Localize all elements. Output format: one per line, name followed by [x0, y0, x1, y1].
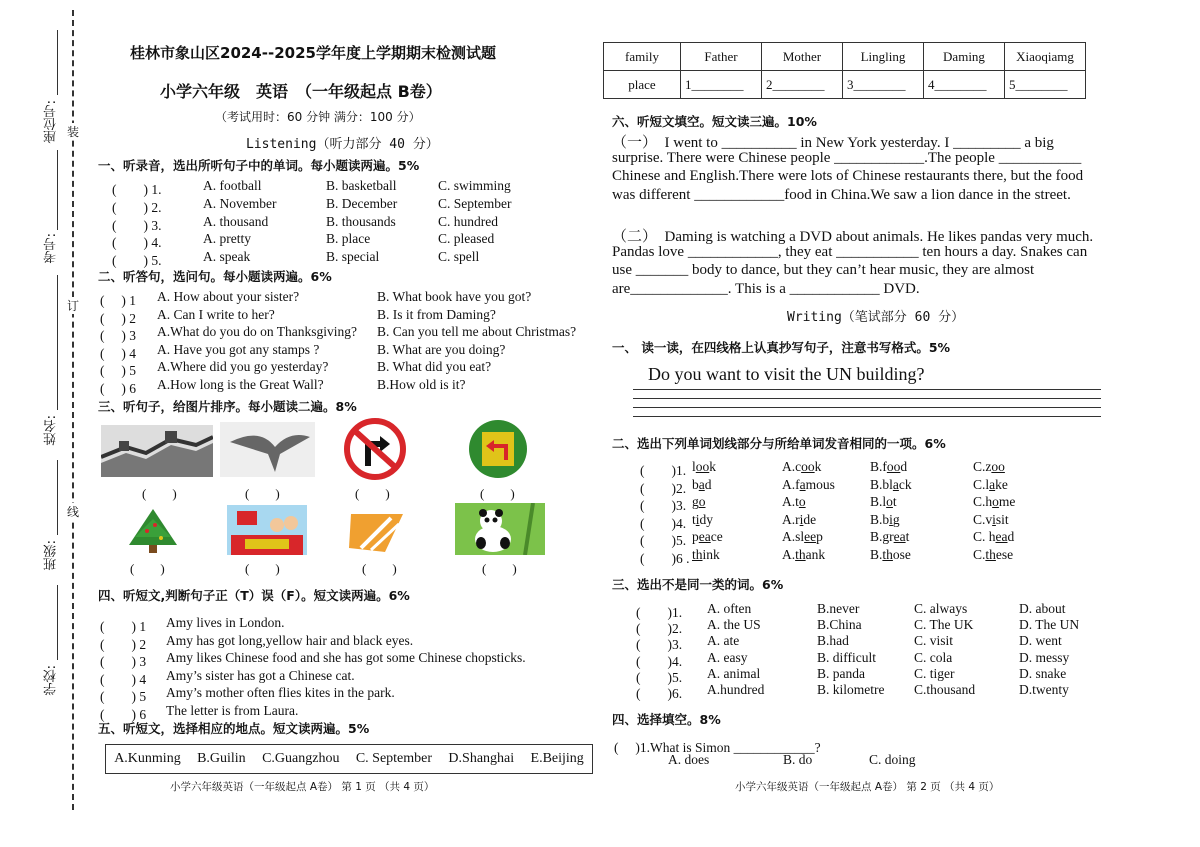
- four-line-2: [633, 398, 1101, 399]
- answer-bracket[interactable]: ( )4.: [640, 515, 687, 531]
- answer-bracket[interactable]: ( ) 5: [100, 363, 136, 379]
- w4-option-a[interactable]: A. does: [668, 752, 710, 767]
- answer-bracket[interactable]: ( ) 4.: [112, 235, 162, 251]
- word-part: C.v: [973, 511, 993, 527]
- option-b[interactable]: [870, 512, 900, 528]
- word-part: oo: [801, 459, 815, 474]
- w4-title: 四、选择填空。8%: [612, 712, 721, 727]
- answer-bracket[interactable]: ( )5.: [640, 533, 687, 549]
- picture-7-bracket[interactable]: ( ): [362, 561, 397, 576]
- word-part: dy: [699, 511, 714, 527]
- option-c[interactable]: C. September: [438, 195, 512, 211]
- word-part: A.t: [782, 494, 799, 510]
- footer-left: 小学六年级英语（一年级起点 A卷） 第 1 页 （共 4 页）: [170, 781, 435, 793]
- exam-info: （考试用时：60 分钟 满分：100 分）: [215, 110, 421, 124]
- answer-bracket[interactable]: ( ) 1: [100, 293, 136, 308]
- answer-bracket[interactable]: ( ) 2: [100, 636, 147, 652]
- w4-option-b[interactable]: B. do: [783, 752, 813, 767]
- option-a[interactable]: [782, 459, 821, 475]
- picture-5-bracket[interactable]: ( ): [130, 561, 165, 576]
- word-part: i: [695, 511, 700, 527]
- option-b[interactable]: [870, 459, 907, 475]
- word-part: p: [692, 529, 699, 545]
- word-part: g: [692, 494, 699, 510]
- option-a[interactable]: A. pretty: [203, 231, 251, 247]
- word-part: d: [1007, 529, 1015, 545]
- word-part: t: [892, 494, 897, 510]
- w1-title: 一、 读一读，在四线格上认真抄写句子，注意书写格式。5%: [612, 340, 951, 355]
- name-line: [57, 275, 58, 410]
- word-part: th: [985, 547, 996, 562]
- word-part: ink: [702, 547, 720, 562]
- place-option: D.Shanghai: [448, 751, 515, 766]
- s4-title: 四、听短文,判断句子正（T）误（F）。短文读两遍。6%: [98, 588, 410, 603]
- name-label: 姓名:: [44, 415, 59, 446]
- binding-zhuang: 装: [67, 125, 80, 139]
- answer-bracket[interactable]: ( ) 4: [100, 671, 147, 687]
- option-a[interactable]: A. football: [203, 178, 262, 193]
- word-part: C. h: [973, 529, 996, 545]
- word-part: A.sl: [782, 529, 805, 545]
- place-option: C.Guangzhou: [262, 751, 340, 766]
- word-part: ke: [995, 476, 1008, 492]
- option-c[interactable]: [973, 477, 1008, 493]
- option-d[interactable]: D. snake: [1019, 665, 1067, 681]
- seat-label: 座位号:: [44, 100, 59, 144]
- word-part: g: [892, 511, 900, 527]
- table-header-cell: Mother: [762, 43, 843, 71]
- word-part: B.: [870, 547, 883, 562]
- no-right-turn-sign: [338, 418, 412, 480]
- seat-line: [57, 30, 58, 95]
- word-part: ck: [898, 476, 912, 492]
- option-b[interactable]: B.China: [817, 617, 862, 633]
- four-line-1: [633, 389, 1101, 390]
- passage-line: （二） Daming is watching a DVD about animals. He likes pandas very much.: [612, 229, 1094, 245]
- table-cell[interactable]: 1________: [681, 71, 762, 99]
- answer-bracket[interactable]: ( ) 5: [100, 689, 147, 705]
- word-part: ank: [805, 547, 826, 562]
- class-label: 班级:: [44, 540, 59, 571]
- answer-bracket[interactable]: ( ) 3: [100, 654, 147, 670]
- given-word: [692, 529, 723, 545]
- passage-line: Pandas love ____________, they eat ___________ ten hours a day. Snakes can: [612, 243, 1088, 260]
- answer-bracket[interactable]: ( ) 1: [100, 619, 147, 634]
- statement-text: Amy likes Chinese food and she has got some Chinese chopsticks.: [166, 650, 526, 666]
- option-b[interactable]: [870, 529, 909, 545]
- place-option: E.Beijing: [530, 751, 584, 766]
- option-a[interactable]: A. November: [203, 195, 277, 211]
- word-part: th: [795, 547, 806, 562]
- answer-bracket[interactable]: ( )1.: [640, 463, 687, 478]
- option-d[interactable]: D. The UN: [1019, 617, 1080, 633]
- answer-bracket[interactable]: ( )6.: [636, 686, 683, 701]
- answer-bracket[interactable]: ( ) 1.: [112, 182, 162, 197]
- option-b[interactable]: B. Is it from Daming?: [377, 306, 496, 322]
- passage-line: （一） I went to __________ in New York yesterday. I _________ a big: [612, 135, 1054, 151]
- word-part: a: [892, 476, 899, 492]
- option-b[interactable]: [870, 494, 897, 510]
- option-b[interactable]: B. What are you doing?: [377, 341, 506, 357]
- table-header-cell: Daming: [924, 43, 1005, 71]
- option-c[interactable]: C. hundred: [438, 213, 498, 229]
- option-a[interactable]: A. Have you got any stamps ?: [157, 341, 320, 357]
- option-a[interactable]: A. How about your sister?: [157, 289, 300, 304]
- table-cell[interactable]: 5________: [1005, 71, 1086, 99]
- given-word: [692, 477, 712, 493]
- word-part: oo: [886, 459, 901, 474]
- answer-bracket[interactable]: ( )6 .: [640, 551, 690, 566]
- word-part: ose: [892, 547, 911, 562]
- picture-4-bracket[interactable]: ( ): [480, 486, 515, 501]
- given-word: [692, 494, 706, 510]
- answer-bracket[interactable]: ( ) 2.: [112, 199, 162, 215]
- word-part: A.c: [782, 459, 802, 474]
- answer-bracket[interactable]: ( ) 5.: [112, 253, 162, 269]
- word-part: B.gr: [870, 529, 894, 545]
- option-c[interactable]: [973, 547, 1013, 563]
- passage-line: Chinese and English.There were lots of Chinese restaurants there, but the food: [612, 168, 1084, 184]
- passage-line: surprise. There were Chinese people ____________.The people ___________: [612, 149, 1082, 166]
- w3-title: 三、选出不是同一类的词。6%: [612, 577, 784, 592]
- option-b[interactable]: B. panda: [817, 665, 865, 681]
- option-c[interactable]: C. visit: [914, 633, 954, 649]
- word-part: B.bl: [870, 476, 893, 492]
- word-part: o: [992, 494, 999, 510]
- word-part: B.l: [870, 494, 887, 510]
- statement-text: Amy has got long,yellow hair and black eyes.: [166, 632, 414, 648]
- option-b[interactable]: B. What did you eat?: [377, 359, 492, 375]
- word-part: th: [692, 547, 703, 562]
- picture-1-bracket[interactable]: ( ): [142, 486, 177, 501]
- national-day-picture: [227, 505, 307, 555]
- option-a[interactable]: [782, 529, 823, 545]
- word-part: a: [989, 476, 996, 492]
- option-c[interactable]: [973, 459, 1005, 475]
- word-part: i: [799, 511, 804, 527]
- word-part: i: [992, 511, 996, 527]
- w4-option-c[interactable]: C. doing: [869, 752, 916, 767]
- answer-bracket[interactable]: ( )2.: [640, 480, 687, 496]
- table-header-row: [604, 43, 1086, 71]
- table-cell[interactable]: 3________: [843, 71, 924, 99]
- exam-subtitle: 小学六年级 英语 （一年级起点 B卷）: [160, 82, 442, 101]
- option-a[interactable]: [782, 477, 835, 493]
- option-c[interactable]: C. pleased: [438, 231, 495, 247]
- statement-text: The letter is from Laura.: [166, 703, 299, 718]
- table-cell: place: [604, 71, 681, 99]
- option-b[interactable]: B. December: [326, 195, 398, 211]
- option-a[interactable]: [782, 494, 806, 510]
- option-b[interactable]: B. kilometre: [817, 682, 885, 697]
- option-c[interactable]: [973, 512, 1009, 528]
- word-part: l: [692, 459, 696, 474]
- class-line: [57, 460, 58, 535]
- option-c[interactable]: C. tiger: [914, 665, 955, 681]
- option-b[interactable]: B.never: [817, 601, 860, 616]
- option-c[interactable]: [973, 494, 1015, 510]
- panda-picture: [455, 503, 545, 555]
- given-word: [692, 547, 720, 563]
- word-part: C.z: [973, 459, 992, 474]
- word-part: b: [692, 476, 699, 492]
- answer-bracket[interactable]: ( ) 3: [100, 328, 136, 344]
- word-part: A.f: [782, 476, 800, 492]
- option-a[interactable]: A.How long is the Great Wall?: [157, 377, 324, 392]
- w2-title: 二、选出下列单词划线部分与所给单词发音相同的一项。6%: [612, 436, 946, 451]
- word-part: A.r: [782, 511, 800, 527]
- option-c[interactable]: C. cola: [914, 649, 953, 665]
- option-a[interactable]: A. ate: [707, 633, 740, 649]
- option-a[interactable]: A. speak: [203, 249, 251, 265]
- word-part: a: [698, 476, 705, 492]
- word-part: k: [814, 459, 822, 474]
- option-b[interactable]: B. thousands: [326, 213, 396, 229]
- binding-xian: 线: [67, 505, 80, 519]
- option-b[interactable]: B.How old is it?: [377, 377, 466, 392]
- s5-title: 五、听短文，选择相应的地点。短文读两遍。5%: [98, 721, 370, 736]
- option-d[interactable]: D. messy: [1019, 649, 1070, 665]
- school-line: [57, 585, 58, 660]
- option-a[interactable]: A. often: [707, 601, 752, 616]
- four-line-3: [633, 407, 1101, 408]
- answer-bracket[interactable]: ( )3.: [636, 637, 683, 653]
- option-c[interactable]: C. swimming: [438, 178, 511, 193]
- option-a[interactable]: A.hundred: [707, 682, 765, 697]
- word-part: ce: [710, 529, 723, 545]
- passage-line: are_____________. This is a ____________ DVD.: [612, 280, 920, 297]
- table-header-cell: Father: [681, 43, 762, 71]
- option-d[interactable]: D. went: [1019, 633, 1062, 649]
- place-option: C. September: [355, 751, 433, 766]
- table-cell[interactable]: 4________: [924, 71, 1005, 99]
- picture-8-bracket[interactable]: ( ): [482, 561, 517, 576]
- word-part: ea: [698, 529, 711, 545]
- word-part: o: [698, 494, 706, 510]
- option-b[interactable]: B. place: [326, 231, 371, 247]
- table-row: [604, 71, 1086, 99]
- family-place-table: [603, 42, 1086, 99]
- word-part: o: [798, 494, 806, 510]
- word-part: C.l: [973, 476, 990, 492]
- word-part: sit: [995, 511, 1009, 527]
- answer-bracket[interactable]: ( ) 4: [100, 345, 136, 361]
- option-a[interactable]: A. thousand: [203, 213, 269, 229]
- turn-left-sign: [462, 418, 534, 480]
- statement-text: Amy lives in London.: [166, 615, 285, 630]
- word-part: a: [799, 476, 806, 492]
- option-d[interactable]: D. about: [1019, 601, 1066, 616]
- statement-text: Amy’s mother often flies kites in the park.: [166, 685, 395, 701]
- option-b[interactable]: B. difficult: [817, 649, 876, 665]
- option-b[interactable]: B. basketball: [326, 178, 397, 193]
- w4-question: ( )1.What is Simon ____________?: [614, 740, 821, 755]
- option-a[interactable]: A.Where did you go yesterday?: [157, 359, 329, 375]
- passage-line: was different ____________food in China.We saw a lion dance in the street.: [612, 186, 1071, 203]
- word-part: A.: [782, 547, 796, 562]
- answer-bracket[interactable]: ( )4.: [636, 653, 683, 669]
- table-header-cell: family: [604, 43, 681, 71]
- option-b[interactable]: B. What book have you got?: [377, 289, 532, 304]
- answer-bracket[interactable]: ( ) 6: [100, 381, 136, 396]
- option-a[interactable]: A. the US: [707, 617, 761, 633]
- exam-no-label: 考号:: [44, 233, 59, 264]
- option-b[interactable]: B. special: [326, 249, 380, 265]
- answer-bracket[interactable]: ( ) 2: [100, 310, 136, 326]
- option-a[interactable]: A.What do you do on Thanksgiving?: [157, 324, 357, 340]
- binding-ding: 订: [67, 299, 80, 313]
- option-a[interactable]: A. easy: [707, 649, 748, 665]
- option-a[interactable]: A. Can I write to her?: [157, 306, 275, 322]
- answer-bracket[interactable]: ( ) 6: [100, 707, 147, 722]
- option-a[interactable]: [782, 547, 825, 563]
- bird-picture: [220, 422, 315, 477]
- word-part: B.b: [870, 511, 890, 527]
- s6-title: 六、听短文填空。短文读三遍。10%: [612, 114, 817, 129]
- place-option: A.Kunming: [114, 751, 181, 766]
- writing-heading: Writing（笔试部分 60 分）: [787, 310, 965, 325]
- copy-sentence: Do you want to visit the UN building?: [648, 364, 925, 384]
- word-part: C.h: [973, 494, 993, 510]
- table-header-cell: Xiaoqiamg: [1005, 43, 1086, 71]
- option-b[interactable]: [870, 477, 912, 493]
- place-options-box: [105, 744, 593, 774]
- s2-title: 二、听答句，选问句。每小题读两遍。6%: [98, 269, 332, 284]
- word-part: oo: [695, 459, 710, 474]
- word-part: C.: [973, 547, 986, 562]
- word-part: t: [905, 529, 910, 545]
- answer-bracket[interactable]: ( )1.: [636, 605, 683, 620]
- given-word: [692, 459, 716, 475]
- exam-title: 桂林市象山区2024--2025学年度上学期期末检测试题: [130, 44, 496, 62]
- great-wall-picture: [101, 425, 213, 477]
- place-option: B.Guilin: [197, 751, 246, 766]
- footer-right: 小学六年级英语（一年级起点 A卷） 第 2 页 （共 4 页）: [735, 781, 1000, 793]
- knife-fork-picture: [345, 508, 409, 556]
- word-part: ese: [995, 547, 1014, 562]
- answer-bracket[interactable]: ( ) 3.: [112, 217, 162, 233]
- option-a[interactable]: A. animal: [707, 665, 761, 681]
- passage-line: use _______ body to dance, but they can’t hear music, they are almost: [612, 262, 1035, 278]
- christmas-tree-picture: [117, 505, 189, 555]
- word-part: B.f: [870, 459, 887, 474]
- four-line-4: [633, 416, 1101, 417]
- picture-6-bracket[interactable]: ( ): [245, 561, 280, 576]
- table-header-cell: Lingling: [843, 43, 924, 71]
- word-part: i: [889, 511, 893, 527]
- word-part: ee: [804, 529, 817, 545]
- option-c[interactable]: C. spell: [438, 249, 480, 265]
- word-part: me: [998, 494, 1016, 510]
- option-b[interactable]: B.had: [817, 633, 849, 649]
- s1-title: 一、听录音，选出所听句子中的单词。每小题读两遍。5%: [98, 158, 420, 173]
- word-part: o: [886, 494, 893, 510]
- option-c[interactable]: [973, 529, 1014, 545]
- option-c[interactable]: C. The UK: [914, 617, 974, 633]
- option-b[interactable]: B. Can you tell me about Christmas?: [377, 324, 577, 340]
- picture-2-bracket[interactable]: ( ): [245, 486, 280, 501]
- option-b[interactable]: [870, 547, 911, 563]
- word-part: d: [900, 459, 908, 474]
- answer-bracket[interactable]: ( )5.: [636, 669, 683, 685]
- exam-no-line: [57, 150, 58, 230]
- listening-heading: Listening（听力部分 40 分）: [246, 137, 439, 152]
- word-part: p: [816, 529, 823, 545]
- table-cell[interactable]: 2________: [762, 71, 843, 99]
- statement-text: Amy’s sister has got a Chinese cat.: [166, 667, 355, 683]
- picture-3-bracket[interactable]: ( ): [355, 486, 390, 501]
- word-part: th: [882, 547, 893, 562]
- word-part: d: [704, 476, 712, 492]
- answer-bracket[interactable]: ( )3.: [640, 498, 687, 514]
- word-part: ea: [893, 529, 906, 545]
- word-part: oo: [991, 459, 1005, 474]
- word-part: t: [692, 511, 696, 527]
- word-part: k: [709, 459, 717, 474]
- option-d[interactable]: D.twenty: [1019, 682, 1069, 697]
- given-word: [692, 512, 713, 528]
- word-part: mous: [805, 476, 835, 492]
- option-a[interactable]: [782, 512, 816, 528]
- s3-title: 三、听句子，给图片排序。每小题读二遍。8%: [98, 399, 357, 414]
- answer-bracket[interactable]: ( )2.: [636, 621, 683, 637]
- school-label: 学校:: [44, 665, 59, 696]
- word-part: ea: [995, 529, 1008, 545]
- option-c[interactable]: C. always: [914, 601, 968, 616]
- word-part: de: [803, 511, 817, 527]
- option-c[interactable]: C.thousand: [914, 682, 976, 697]
